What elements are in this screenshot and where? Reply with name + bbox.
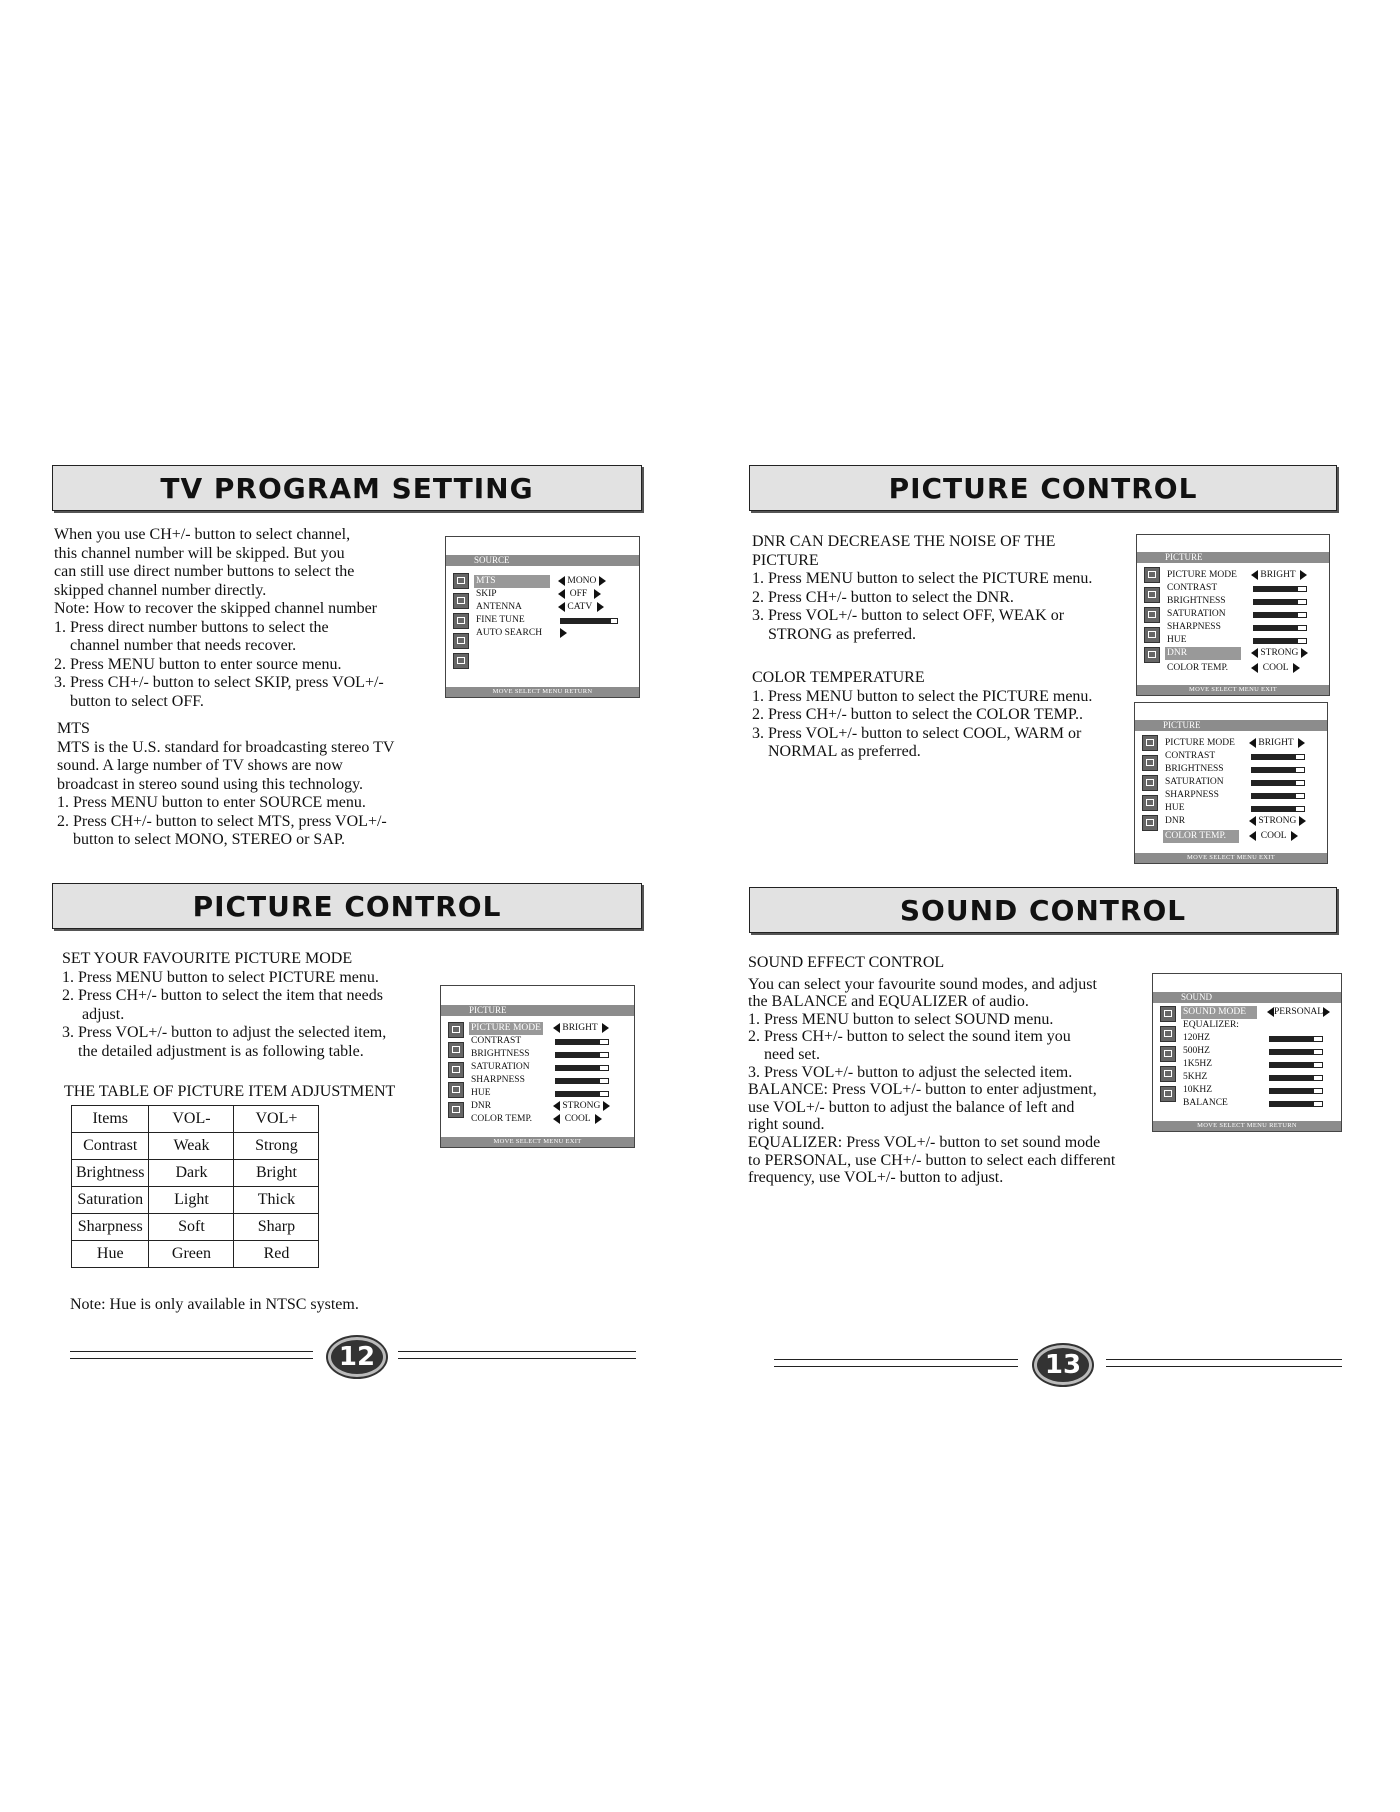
osd-row-brightness: BRIGHTNESS <box>1163 763 1323 776</box>
osd-row-picture-mode: PICTURE MODE BRIGHT <box>469 1022 630 1035</box>
osd-row-auto-search: AUTO SEARCH <box>474 627 635 640</box>
header-title: TV PROGRAM SETTING <box>160 471 534 505</box>
osd-row-contrast: CONTRAST <box>469 1035 630 1048</box>
mts-section: MTS MTS is the U.S. standard for broadcasting stereo TV sound. A large number of TV shows are now broadcast in stereo sound using this technology. 1. Press MENU button to enter SOURCE menu. 2. Press CH+/- button to select MTS, press VOL+/- button to select MONO, STEREO or SAP. <box>57 720 395 848</box>
table-row: Saturation Light Thick <box>72 1187 319 1214</box>
osd-row-10khz: 10KHZ <box>1181 1084 1337 1097</box>
sound-icon <box>453 613 469 629</box>
header-title: PICTURE CONTROL <box>192 889 502 923</box>
picture-mode-steps: SET YOUR FAVOURITE PICTURE MODE 1. Press MENU button to select PICTURE menu. 2. Press CH+/- button to select the item that needs adjust. 3. Press VOL+/- button to adjust the selected item, the detailed adjustment is as following table. <box>62 950 387 1060</box>
header-picture-control-left <box>52 883 642 929</box>
picture-adjustment-table <box>71 1105 319 1268</box>
sound-section: SOUND EFFECT CONTROL You can select your favourite sound modes, and adjust the BALANCE and EQUALIZER of audio. 1. Press MENU button to select SOUND menu. 2. Press CH+/- button to select the sound item you need set. 3. Press VOL+/- button to adjust the selected item. BALANCE: Press VOL+/- button to enter adjustment, use VOL+/- button to adjust the balance of left and right sound. EQUALIZER: Press VOL+/- button to set sound mode to PERSONAL, use CH+/- button to select each different frequency, use VOL+/- button to adjust. <box>748 954 1116 1187</box>
contrast-bar <box>555 1039 609 1045</box>
osd-icon-column <box>1142 735 1158 835</box>
brightness-bar <box>1251 767 1305 773</box>
sound-icon <box>1144 607 1160 623</box>
sound-menu-osd <box>1152 973 1342 1132</box>
sound-icon <box>1160 1046 1176 1062</box>
osd-row-saturation: SATURATION <box>469 1061 630 1074</box>
osd-title: PICTURE <box>1135 720 1327 731</box>
source-icon <box>1160 1086 1176 1102</box>
osd-row-sound-mode: SOUND MODE PERSONAL <box>1181 1006 1337 1019</box>
osd-row-color-temp: COLOR TEMP. COOL <box>1163 830 1323 843</box>
osd-row-balance: BALANCE <box>1181 1097 1337 1110</box>
osd-footer: MOVE SELECT MENU EXIT <box>441 1137 634 1147</box>
osd-title: PICTURE <box>441 1005 634 1016</box>
hue-note: Note: Hue is only available in NTSC system. <box>70 1296 359 1313</box>
osd-row-contrast: CONTRAST <box>1165 582 1325 595</box>
picture-icon <box>1160 1006 1176 1022</box>
osd-row-dnr: DNR STRONG <box>469 1100 630 1113</box>
osd-row-skip: SKIP OFF <box>474 588 635 601</box>
header-picture-control-right <box>749 465 1337 511</box>
tv-icon <box>1142 755 1158 771</box>
tv-program-intro: When you use CH+/- button to select channel, this channel number will be skipped. But you can still use direct number buttons to select the skipped channel number directly. Note: How to recover the skipped channel number 1. Press direct number buttons to select the channel number that needs recover. 2. Press MENU button to enter source menu. 3. Press CH+/- button to select SKIP, press VOL+/- button to select OFF. <box>54 526 384 710</box>
osd-row-contrast: CONTRAST <box>1163 750 1323 763</box>
osd-row-dnr: DNR STRONG <box>1163 815 1323 828</box>
eq-5khz-bar <box>1269 1075 1323 1081</box>
osd-row-1k5hz: 1K5HZ <box>1181 1058 1337 1071</box>
tv-icon <box>1144 587 1160 603</box>
osd-row-mts: MTS MONO <box>474 575 635 588</box>
picture-icon <box>1144 567 1160 583</box>
source-icon <box>1142 815 1158 831</box>
brightness-bar <box>555 1052 609 1058</box>
source-icon <box>448 1102 464 1118</box>
tv-icon <box>453 593 469 609</box>
sound-icon <box>448 1062 464 1078</box>
header-title: SOUND CONTROL <box>899 893 1187 927</box>
function-icon <box>1142 795 1158 811</box>
contrast-bar <box>1253 586 1307 592</box>
osd-row-antenna: ANTENNA CATV <box>474 601 635 614</box>
osd-row-brightness: BRIGHTNESS <box>469 1048 630 1061</box>
source-menu-osd <box>445 536 640 698</box>
osd-row-500hz: 500HZ <box>1181 1045 1337 1058</box>
fine-tune-bar <box>560 618 618 624</box>
osd-icon-column <box>448 1022 464 1122</box>
osd-row-saturation: SATURATION <box>1165 608 1325 621</box>
osd-row-5khz: 5KHZ <box>1181 1071 1337 1084</box>
function-icon <box>1160 1066 1176 1082</box>
osd-title: PICTURE <box>1137 552 1329 563</box>
table-row: Sharpness Soft Sharp <box>72 1214 319 1241</box>
source-icon <box>1144 647 1160 663</box>
osd-row-picture-mode: PICTURE MODE BRIGHT <box>1163 737 1323 750</box>
osd-row-sharpness: SHARPNESS <box>1165 621 1325 634</box>
page-number-12: 12 <box>328 1337 386 1377</box>
osd-icon-column <box>1160 1006 1176 1106</box>
osd-row-hue: HUE <box>1163 802 1323 815</box>
header-title: PICTURE CONTROL <box>888 471 1198 505</box>
osd-footer: MOVE SELECT MENU RETURN <box>1153 1121 1341 1131</box>
header-tv-program-setting <box>52 465 642 511</box>
osd-row-120hz: 120HZ <box>1181 1032 1337 1045</box>
table-row: Hue Green Red <box>72 1241 319 1268</box>
saturation-bar <box>1251 780 1305 786</box>
picture-menu-osd-dnr <box>1136 534 1330 696</box>
page-rule-right-a <box>774 1359 1018 1367</box>
sharpness-bar <box>555 1078 609 1084</box>
contrast-bar <box>1251 754 1305 760</box>
picture-icon <box>453 573 469 589</box>
osd-row-dnr: DNR STRONG <box>1165 647 1325 660</box>
sharpness-bar <box>1253 625 1307 631</box>
function-icon <box>448 1082 464 1098</box>
table-header-row: Items VOL- VOL+ <box>72 1106 319 1133</box>
table-row: Brightness Dark Bright <box>72 1160 319 1187</box>
osd-row-picture-mode: PICTURE MODE BRIGHT <box>1165 569 1325 582</box>
saturation-bar <box>1253 612 1307 618</box>
function-icon <box>453 633 469 649</box>
picture-menu-osd-color-temp <box>1134 702 1328 864</box>
osd-row-sharpness: SHARPNESS <box>469 1074 630 1087</box>
picture-icon <box>1142 735 1158 751</box>
saturation-bar <box>555 1065 609 1071</box>
page-rule-left-a <box>70 1351 313 1359</box>
brightness-bar <box>1253 599 1307 605</box>
hue-bar <box>555 1091 609 1097</box>
eq-500hz-bar <box>1269 1049 1323 1055</box>
page-rule-left-b <box>398 1351 636 1359</box>
picture-menu-osd-left <box>440 985 635 1148</box>
osd-title: SOUND <box>1153 992 1341 1003</box>
hue-bar <box>1251 806 1305 812</box>
eq-120hz-bar <box>1269 1036 1323 1042</box>
osd-row-color-temp: COLOR TEMP. COOL <box>1165 662 1325 675</box>
osd-icon-column <box>1144 567 1160 667</box>
source-icon <box>453 653 469 669</box>
osd-title: SOURCE <box>446 555 639 566</box>
osd-row-fine-tune: FINE TUNE <box>474 614 635 627</box>
eq-10khz-bar <box>1269 1088 1323 1094</box>
osd-footer: MOVE SELECT MENU EXIT <box>1137 685 1329 695</box>
osd-row-color-temp: COLOR TEMP. COOL <box>469 1113 630 1126</box>
table-row: Contrast Weak Strong <box>72 1133 319 1160</box>
tv-icon <box>448 1042 464 1058</box>
osd-row-saturation: SATURATION <box>1163 776 1323 789</box>
osd-footer: MOVE SELECT MENU RETURN <box>446 687 639 697</box>
color-temp-section: COLOR TEMPERATURE 1. Press MENU button to select the PICTURE menu. 2. Press CH+/- button to select the COLOR TEMP.. 3. Press VOL+/- button to select COOL, WARM or NORMAL as preferred. <box>752 669 1093 760</box>
osd-row-equalizer: EQUALIZER: <box>1183 1020 1239 1030</box>
sharpness-bar <box>1251 793 1305 799</box>
picture-icon <box>448 1022 464 1038</box>
osd-row-hue: HUE <box>1165 634 1325 647</box>
function-icon <box>1144 627 1160 643</box>
balance-bar <box>1269 1101 1323 1107</box>
tv-icon <box>1160 1026 1176 1042</box>
dnr-section: DNR CAN DECREASE THE NOISE OF THE PICTURE 1. Press MENU button to select the PICTURE menu. 2. Press CH+/- button to select the DNR. 3. Press VOL+/- button to select OFF, WEAK or STRONG as preferred. <box>752 533 1093 643</box>
osd-row-brightness: BRIGHTNESS <box>1165 595 1325 608</box>
eq-1k5hz-bar <box>1269 1062 1323 1068</box>
page-number-13: 13 <box>1034 1345 1092 1385</box>
osd-icon-column <box>453 573 469 673</box>
sound-icon <box>1142 775 1158 791</box>
header-sound-control <box>749 887 1337 933</box>
osd-row-sharpness: SHARPNESS <box>1163 789 1323 802</box>
osd-row-hue: HUE <box>469 1087 630 1100</box>
hue-bar <box>1253 638 1307 644</box>
page-rule-right-b <box>1106 1359 1342 1367</box>
table-title: THE TABLE OF PICTURE ITEM ADJUSTMENT <box>64 1083 396 1100</box>
osd-footer: MOVE SELECT MENU EXIT <box>1135 853 1327 863</box>
